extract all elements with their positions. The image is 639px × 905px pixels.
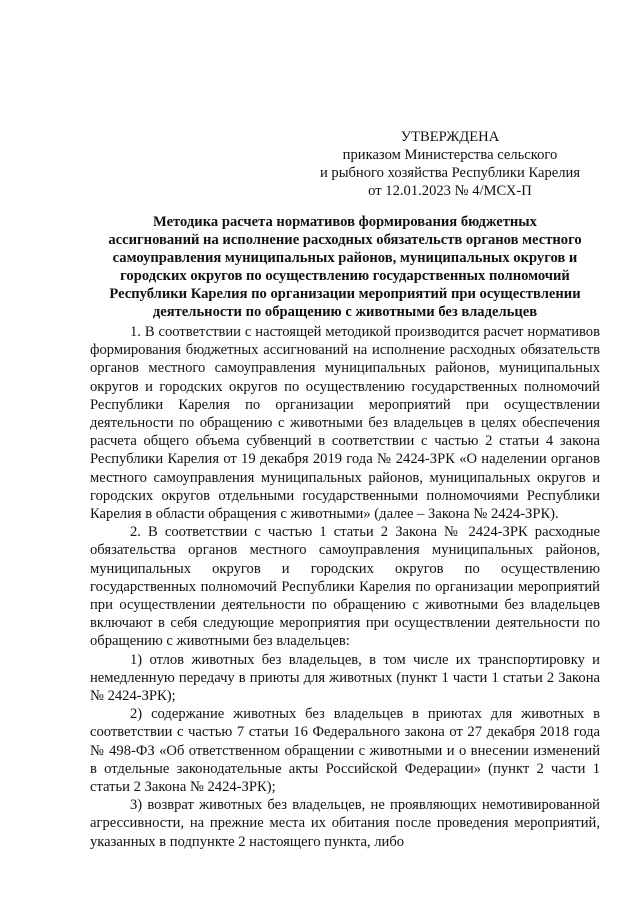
- paragraph-2: 2. В соответствии с частью 1 статьи 2 Закона № 2424-ЗРК расходные обязательства органов местного самоуправления муниципальных районов, муниципальных округов и городских округов по осуществлению государственных полномочий Республики Карелия по организации мероприятий при осуществлении деятельности по обращению с животными без владельцев включают в себя следующие мероприятия при осуществлении деятельности по обращению с животными без владельцев:: [90, 524, 600, 650]
- title-line: городских округов по осуществлению государственных полномочий: [120, 268, 570, 284]
- title-line: Республики Карелия по организации мероприятий при осуществлении: [109, 286, 581, 302]
- approval-heading: УТВЕРЖДЕНА: [400, 129, 500, 145]
- approval-date-line: от 12.01.2023 № 4/МСХ-П: [368, 183, 532, 199]
- subitem-1: 1) отлов животных без владельцев, в том числе их транспортировку и немедленную передачу в приюты для животных (пункт 1 части 1 статьи 2 Закона № 2424-ЗРК);: [90, 651, 600, 705]
- title-line: ассигнований на исполнение расходных обязательств органов местного: [108, 232, 582, 248]
- title-line: Методика расчета нормативов формирования бюджетных: [153, 214, 537, 230]
- title-line: деятельности по обращению с животными без владельцев: [152, 304, 538, 320]
- title-line: самоуправления муниципальных районов, муниципальных округов и: [112, 250, 578, 266]
- subitem-2: 2) содержание животных без владельцев в приютах для животных в соответствии с частью 7 статьи 16 Федерального закона от 27 декабря 2018 года № 498-ФЗ «Об ответственном обращении с животными и о внесении изменений в отдельные законодательные акты Российской Федерации» (пункт 2 части 1 статьи 2 Закона № 2424-ЗРК);: [90, 706, 600, 796]
- subitem-3: 3) возврат животных без владельцев, не проявляющих немотивированной агрессивности, на прежние места их обитания после проведения мероприятий, указанных в подпункте 2 настоящего пункта, либо: [90, 797, 600, 850]
- document-body: [90, 323, 600, 851]
- document-title: [90, 213, 600, 321]
- approval-ministry-line: и рыбного хозяйства Республики Карелия: [319, 165, 581, 181]
- approval-order-line: приказом Министерства сельского: [342, 147, 558, 163]
- paragraph-1: 1. В соответствии с настоящей методикой производится расчет нормативов формирования бюджетных ассигнований на исполнение расходных обязательств органов местного самоуправления муниципальных районов, муниципальных округов и городских округов по осуществлению государственных полномочий Республики Карелия по организации мероприятий при осуществлении деятельности по обращению с животными без владельцев в целях обеспечения расчета общего объема субвенций в соответствии с частью 2 статьи 4 закона Республики Карелия от 19 декабря 2019 года № 2424-ЗРК «О наделении органов местного самоуправления муниципальных районов, муниципальных округов и городских округов отдельными государственными полномочиями Республики Карелия в области обращения с животными» (далее – Закона № 2424-ЗРК).: [90, 324, 600, 523]
- approval-block: [300, 128, 600, 200]
